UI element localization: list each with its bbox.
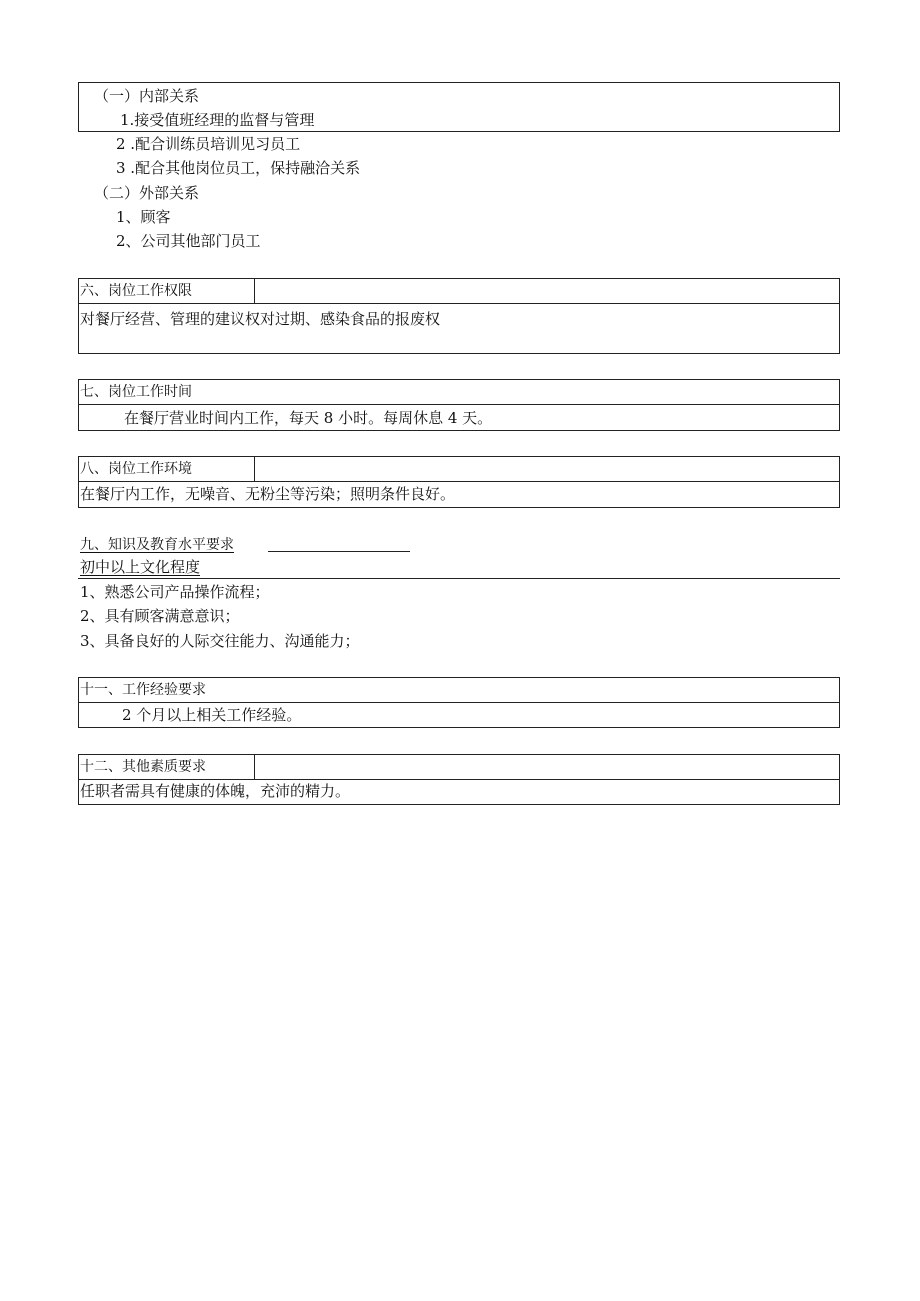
education-level: 初中以上文化程度 <box>80 558 201 576</box>
work-time-divider <box>78 404 840 405</box>
other-title: 十二、其他素质要求 <box>80 759 206 775</box>
internal-relations-item-3: 3 .配合其他岗位员工，保持融洽关系 <box>116 159 361 177</box>
environment-header-divider <box>254 456 255 481</box>
other-divider <box>78 779 840 780</box>
environment-content: 在餐厅内工作，无噪音、无粉尘等污染；照明条件良好。 <box>80 485 456 503</box>
experience-divider <box>78 702 840 703</box>
work-time-content: 在餐厅营业时间内工作，每天 8 小时。每周休息 4 天。 <box>124 409 493 427</box>
authority-header-divider <box>254 278 255 303</box>
internal-relations-title: （一）内部关系 <box>94 87 200 105</box>
education-item-1: 1、熟悉公司产品操作流程； <box>80 583 270 601</box>
authority-title: 六、岗位工作权限 <box>80 283 192 299</box>
environment-divider <box>78 481 840 482</box>
education-title-blank-line <box>268 551 410 552</box>
external-relations-title: （二）外部关系 <box>94 184 200 202</box>
education-item-2: 2、具有顾客满意意识； <box>80 607 240 625</box>
authority-divider <box>78 303 840 304</box>
environment-title: 八、岗位工作环境 <box>80 461 192 477</box>
other-header-divider <box>254 754 255 779</box>
work-time-title: 七、岗位工作时间 <box>80 384 192 400</box>
other-content: 任职者需具有健康的体魄，充沛的精力。 <box>80 782 351 800</box>
education-item-3: 3、具备良好的人际交往能力、沟通能力； <box>80 632 360 650</box>
experience-title: 十一、工作经验要求 <box>80 682 206 698</box>
external-relations-item-1: 1、顾客 <box>116 208 171 226</box>
education-title: 九、知识及教育水平要求 <box>80 537 234 553</box>
internal-relations-item-2: 2 .配合训练员培训见习员工 <box>116 135 301 153</box>
education-divider <box>78 578 840 579</box>
internal-relations-item-1: 1.接受值班经理的监督与管理 <box>120 111 315 129</box>
external-relations-item-2: 2、公司其他部门员工 <box>116 232 261 250</box>
experience-content: 2 个月以上相关工作经验。 <box>122 706 302 724</box>
authority-content: 对餐厅经营、管理的建议权对过期、感染食品的报废权 <box>80 310 441 328</box>
